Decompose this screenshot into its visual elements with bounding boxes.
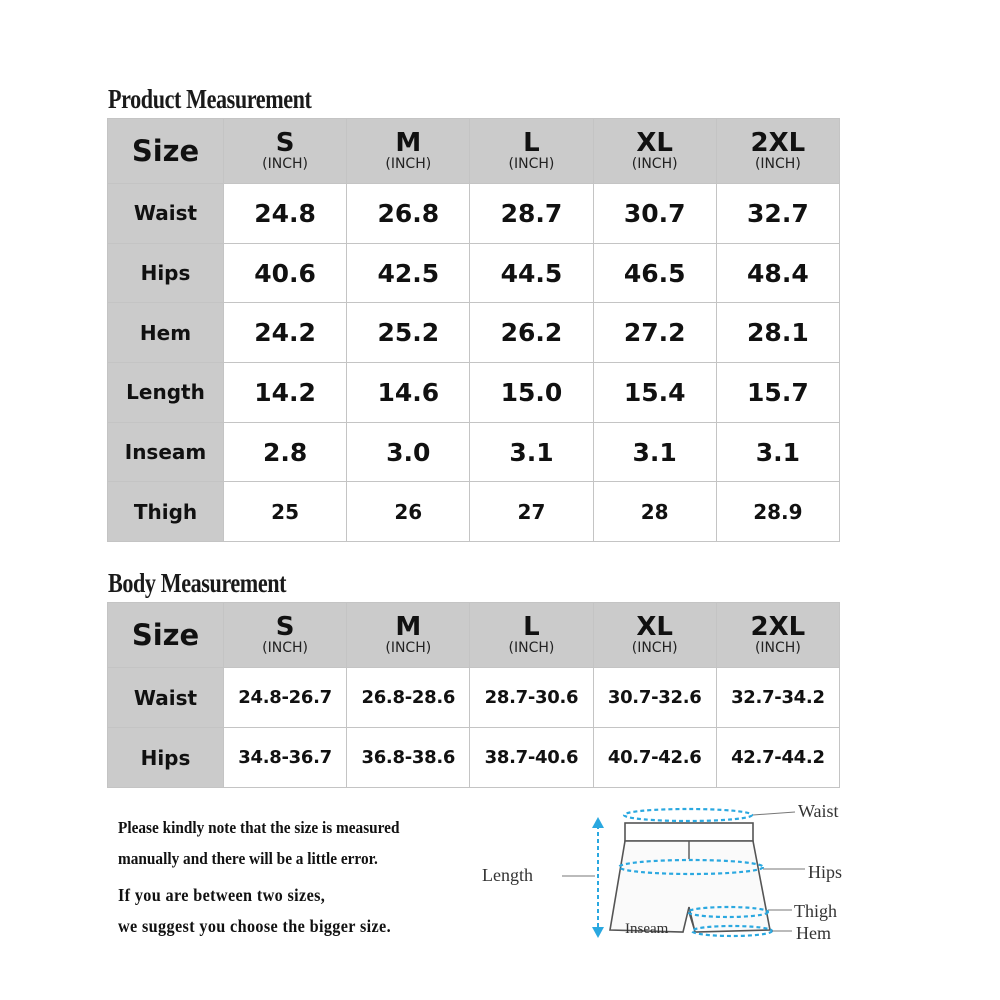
size-unit: (INCH) <box>631 156 678 172</box>
table-row <box>108 363 840 423</box>
hem-label: Hem <box>796 923 831 943</box>
table-cell: 28.9 <box>716 482 839 542</box>
size-header: Size <box>108 603 224 668</box>
table-row <box>108 482 840 542</box>
size-name: XL <box>636 128 673 158</box>
table-cell: 36.8-38.6 <box>347 728 470 788</box>
size-name: S <box>275 612 295 642</box>
table-cell: 30.7 <box>593 184 716 244</box>
product-measurement-title: Product Measurement <box>108 84 312 114</box>
table-cell: 2.8 <box>224 422 347 482</box>
size-unit: (INCH) <box>508 640 555 656</box>
size-column-2xl <box>716 119 839 184</box>
table-cell: 28 <box>593 482 716 542</box>
size-name: M <box>395 128 422 158</box>
table-cell: 32.7 <box>716 184 839 244</box>
table-cell: 24.8-26.7 <box>224 668 347 728</box>
length-label: Length <box>482 865 533 885</box>
size-unit: (INCH) <box>262 156 308 172</box>
hips-label: Hips <box>808 862 843 882</box>
size-unit: (INCH) <box>508 156 555 172</box>
table-cell: 15.4 <box>593 363 716 423</box>
body-measurement-title: Body Measurement <box>108 568 287 598</box>
row-label-hem: Hem <box>108 303 224 363</box>
row-label-inseam: Inseam <box>108 422 224 482</box>
table-cell: 46.5 <box>593 243 716 303</box>
table-cell: 38.7-40.6 <box>470 728 593 788</box>
table-row <box>108 422 840 482</box>
table-cell: 3.1 <box>470 422 593 482</box>
row-label-waist: Waist <box>108 184 224 244</box>
note-line-2: manually and there will be a little error. <box>118 849 378 868</box>
table-cell: 30.7-32.6 <box>593 668 716 728</box>
size-column-l <box>470 119 593 184</box>
table-row <box>108 303 840 363</box>
note-line-4: we suggest you choose the bigger size. <box>118 916 392 936</box>
table-cell: 26.2 <box>470 303 593 363</box>
row-label-waist: Waist <box>108 668 224 728</box>
table-cell: 24.8 <box>224 184 347 244</box>
table-cell: 40.6 <box>224 243 347 303</box>
size-name: L <box>523 612 540 642</box>
size-unit: (INCH) <box>262 640 308 656</box>
table-row <box>108 243 840 303</box>
size-name: S <box>275 128 295 158</box>
size-column-m <box>347 119 470 184</box>
note-line-1: Please kindly note that the size is measured <box>118 818 400 837</box>
table-cell: 3.0 <box>347 422 470 482</box>
table-cell: 15.7 <box>716 363 839 423</box>
waist-label: Waist <box>798 801 839 821</box>
table-cell: 48.4 <box>716 243 839 303</box>
size-name: 2XL <box>750 128 806 158</box>
table-cell: 28.1 <box>716 303 839 363</box>
table-cell: 14.2 <box>224 363 347 423</box>
table-cell: 14.6 <box>347 363 470 423</box>
row-label-hips: Hips <box>108 243 224 303</box>
body-measurement-table <box>107 602 840 788</box>
length-arrow <box>592 817 604 938</box>
table-cell: 28.7-30.6 <box>470 668 593 728</box>
size-unit: (INCH) <box>631 640 678 656</box>
size-unit: (INCH) <box>385 156 432 172</box>
table-cell: 26 <box>347 482 470 542</box>
size-column-m <box>347 603 470 668</box>
row-label-length: Length <box>108 363 224 423</box>
table-cell: 40.7-42.6 <box>593 728 716 788</box>
table-cell: 27.2 <box>593 303 716 363</box>
shorts-measurement-diagram <box>470 795 870 955</box>
size-header: Size <box>108 119 224 184</box>
size-column-2xl <box>716 603 839 668</box>
waist-leader <box>753 812 795 815</box>
size-unit: (INCH) <box>754 156 801 172</box>
table-cell: 3.1 <box>716 422 839 482</box>
thigh-label: Thigh <box>794 901 837 921</box>
size-column-s <box>224 603 347 668</box>
table-cell: 34.8-36.7 <box>224 728 347 788</box>
size-column-s <box>224 119 347 184</box>
waistband <box>625 823 753 841</box>
table-cell: 44.5 <box>470 243 593 303</box>
table-cell: 24.2 <box>224 303 347 363</box>
note-line-3: If you are between two sizes, <box>118 885 326 905</box>
size-name: M <box>395 612 422 642</box>
size-name: 2XL <box>750 612 806 642</box>
table-cell: 15.0 <box>470 363 593 423</box>
table-cell: 26.8 <box>347 184 470 244</box>
table-cell: 42.5 <box>347 243 470 303</box>
table-row <box>108 668 840 728</box>
inseam-label: Inseam <box>625 921 669 937</box>
size-column-xl <box>593 119 716 184</box>
row-label-thigh: Thigh <box>108 482 224 542</box>
table-cell: 3.1 <box>593 422 716 482</box>
row-label-hips: Hips <box>108 728 224 788</box>
size-column-l <box>470 603 593 668</box>
table-cell: 27 <box>470 482 593 542</box>
size-name: XL <box>636 612 673 642</box>
table-header-row <box>108 603 840 668</box>
waist-measure-ellipse <box>624 809 752 821</box>
table-cell: 26.8-28.6 <box>347 668 470 728</box>
table-cell: 32.7-34.2 <box>716 668 839 728</box>
size-name: L <box>523 128 540 158</box>
size-unit: (INCH) <box>754 640 801 656</box>
shorts-body <box>610 841 770 932</box>
table-cell: 42.7-44.2 <box>716 728 839 788</box>
size-unit: (INCH) <box>385 640 432 656</box>
table-cell: 25.2 <box>347 303 470 363</box>
table-cell: 28.7 <box>470 184 593 244</box>
table-header-row <box>108 119 840 184</box>
product-measurement-table <box>107 118 840 542</box>
table-row <box>108 184 840 244</box>
size-column-xl <box>593 603 716 668</box>
table-cell: 25 <box>224 482 347 542</box>
table-row <box>108 728 840 788</box>
